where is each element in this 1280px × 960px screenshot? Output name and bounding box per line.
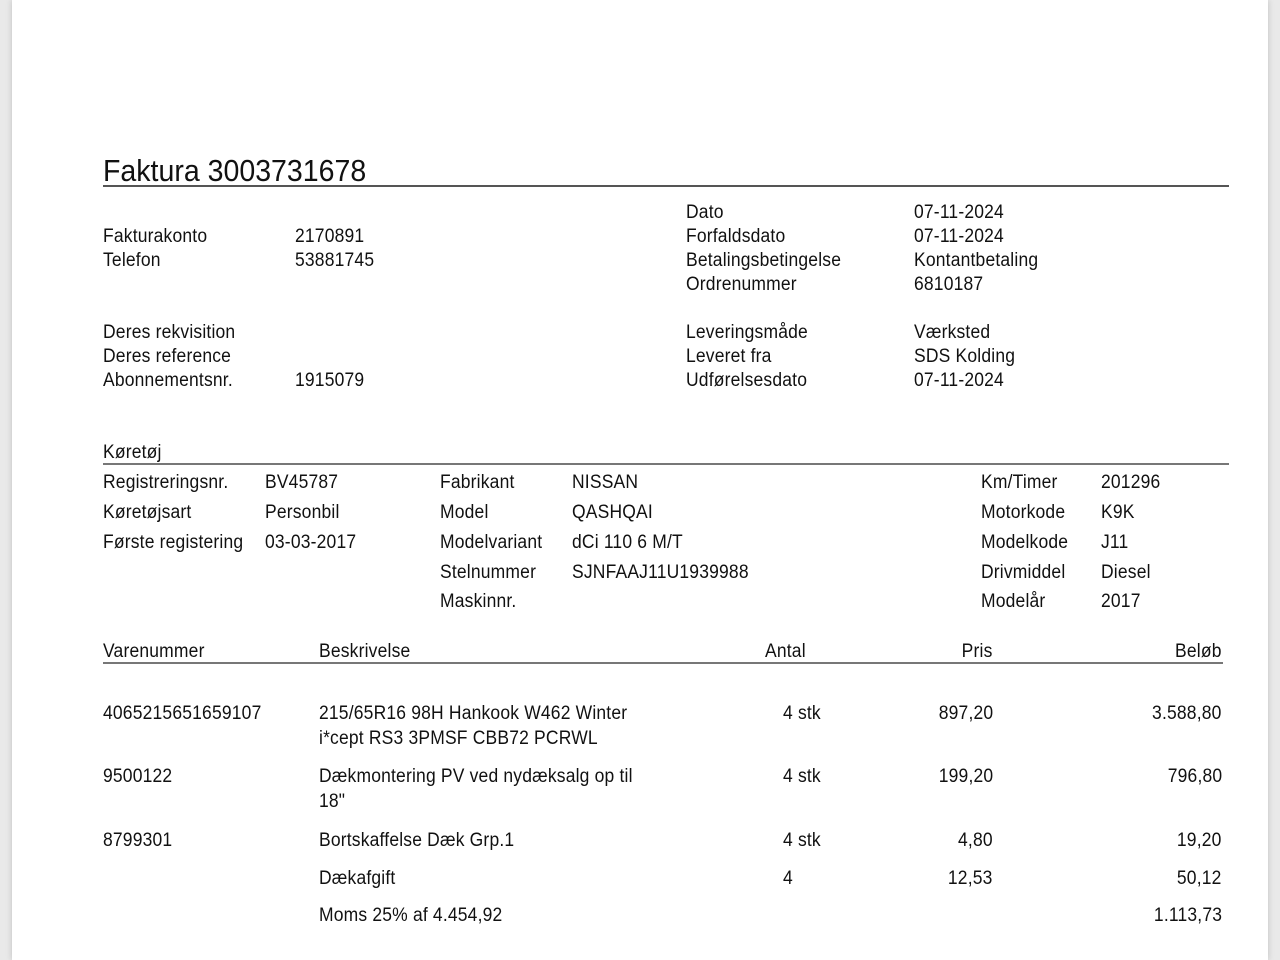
label-udforelsesdato: Udførelsesdato bbox=[686, 370, 808, 391]
value-ordrenummer: 6810187 bbox=[914, 274, 984, 295]
vehicle-divider bbox=[103, 463, 1229, 465]
value-modelar: 2017 bbox=[1101, 591, 1141, 612]
label-leveringsmade: Leveringsmåde bbox=[686, 322, 808, 343]
row-antal: 4 stk bbox=[783, 830, 821, 851]
label-maskinnr: Maskinnr. bbox=[440, 591, 517, 612]
label-fakturakonto: Fakturakonto bbox=[103, 226, 208, 247]
invoice-title: Faktura 3003731678 bbox=[103, 153, 367, 188]
row-beskrivelse-line2: i*cept RS3 3PMSF CBB72 PCRWL bbox=[319, 728, 598, 749]
value-fabrikant: NISSAN bbox=[572, 472, 639, 493]
label-stelnummer: Stelnummer bbox=[440, 562, 537, 583]
label-forfaldsdato: Forfaldsdato bbox=[686, 226, 786, 247]
value-leveringsmade: Værksted bbox=[914, 322, 991, 343]
value-motorkode: K9K bbox=[1101, 502, 1135, 523]
row-belob: 1.113,73 bbox=[1153, 905, 1222, 926]
value-betalingsbetingelse: Kontantbetaling bbox=[914, 250, 1039, 271]
label-deres-rekvisition: Deres rekvisition bbox=[103, 322, 236, 343]
row-antal: 4 bbox=[783, 868, 793, 889]
row-pris: 12,53 bbox=[948, 868, 993, 889]
label-km-timer: Km/Timer bbox=[981, 472, 1058, 493]
row-varenummer: 4065215651659107 bbox=[103, 703, 262, 724]
title-divider bbox=[103, 185, 1229, 187]
vehicle-heading: Køretøj bbox=[103, 442, 162, 463]
value-leveret-fra: SDS Kolding bbox=[914, 346, 1016, 367]
label-betalingsbetingelse: Betalingsbetingelse bbox=[686, 250, 842, 271]
label-motorkode: Motorkode bbox=[981, 502, 1066, 523]
header-belob: Beløb bbox=[1175, 641, 1222, 662]
row-antal: 4 stk bbox=[783, 703, 821, 724]
invoice-page bbox=[12, 0, 1268, 960]
value-modelvariant: dCi 110 6 M/T bbox=[572, 532, 683, 553]
value-koretojsart: Personbil bbox=[265, 502, 340, 523]
label-fabrikant: Fabrikant bbox=[440, 472, 515, 493]
value-stelnummer: SJNFAAJ11U1939988 bbox=[572, 562, 749, 583]
value-fakturakonto: 2170891 bbox=[295, 226, 365, 247]
row-belob: 796,80 bbox=[1167, 766, 1222, 787]
label-drivmiddel: Drivmiddel bbox=[981, 562, 1066, 583]
label-telefon: Telefon bbox=[103, 250, 161, 271]
label-dato: Dato bbox=[686, 202, 724, 223]
lines-header-divider bbox=[103, 662, 1223, 664]
value-udforelsesdato: 07-11-2024 bbox=[914, 370, 1004, 391]
label-abonnementsnr: Abonnementsnr. bbox=[103, 370, 233, 391]
label-deres-reference: Deres reference bbox=[103, 346, 232, 367]
value-dato: 07-11-2024 bbox=[914, 202, 1004, 223]
row-pris: 897,20 bbox=[938, 703, 993, 724]
row-varenummer: 8799301 bbox=[103, 830, 173, 851]
label-registreringsnr: Registreringsnr. bbox=[103, 472, 229, 493]
row-beskrivelse-line2: 18" bbox=[319, 791, 346, 812]
label-forste-registering: Første registering bbox=[103, 532, 244, 553]
row-beskrivelse-line1: Dækafgift bbox=[319, 868, 396, 889]
header-pris: Pris bbox=[962, 641, 993, 662]
label-modelkode: Modelkode bbox=[981, 532, 1069, 553]
row-beskrivelse-line1: Dækmontering PV ved nydæksalg op til bbox=[319, 766, 633, 787]
value-telefon: 53881745 bbox=[295, 250, 375, 271]
label-ordrenummer: Ordrenummer bbox=[686, 274, 797, 295]
label-modelar: Modelår bbox=[981, 591, 1046, 612]
value-forfaldsdato: 07-11-2024 bbox=[914, 226, 1004, 247]
row-antal: 4 stk bbox=[783, 766, 821, 787]
header-varenummer: Varenummer bbox=[103, 641, 205, 662]
value-registreringsnr: BV45787 bbox=[265, 472, 339, 493]
label-model: Model bbox=[440, 502, 489, 523]
label-leveret-fra: Leveret fra bbox=[686, 346, 772, 367]
label-modelvariant: Modelvariant bbox=[440, 532, 543, 553]
row-beskrivelse-line1: Moms 25% af 4.454,92 bbox=[319, 905, 503, 926]
value-km-timer: 201296 bbox=[1101, 472, 1161, 493]
value-forste-registering: 03-03-2017 bbox=[265, 532, 357, 553]
row-belob: 19,20 bbox=[1177, 830, 1222, 851]
row-belob: 3.588,80 bbox=[1152, 703, 1222, 724]
row-pris: 4,80 bbox=[958, 830, 993, 851]
value-drivmiddel: Diesel bbox=[1101, 562, 1151, 583]
label-koretojsart: Køretøjsart bbox=[103, 502, 192, 523]
header-antal: Antal bbox=[765, 641, 806, 662]
header-beskrivelse: Beskrivelse bbox=[319, 641, 411, 662]
value-model: QASHQAI bbox=[572, 502, 653, 523]
row-pris: 199,20 bbox=[938, 766, 993, 787]
value-abonnementsnr: 1915079 bbox=[295, 370, 365, 391]
row-varenummer: 9500122 bbox=[103, 766, 173, 787]
row-beskrivelse-line1: Bortskaffelse Dæk Grp.1 bbox=[319, 830, 515, 851]
value-modelkode: J11 bbox=[1101, 532, 1129, 553]
row-belob: 50,12 bbox=[1177, 868, 1222, 889]
row-beskrivelse-line1: 215/65R16 98H Hankook W462 Winter bbox=[319, 703, 628, 724]
